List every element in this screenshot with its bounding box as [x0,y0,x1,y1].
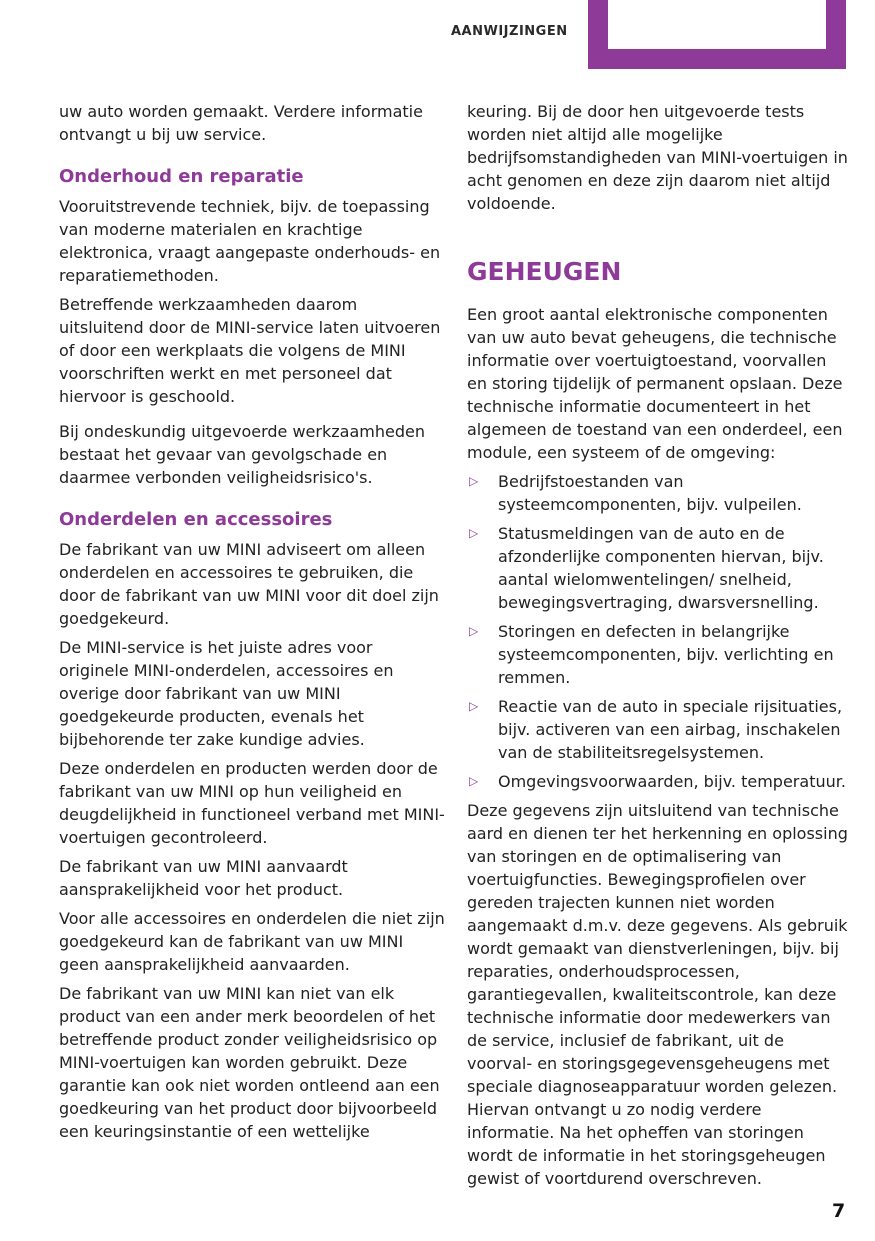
paragraph: De fabrikant van uw MINI aanvaardt aansprakelijkheid voor het product. [59,857,348,899]
list-item-text: Reactie van de auto in speciale rijsituaties, bijv. activeren van een airbag, inschakelen van de stabiliteitsregelsystemen. [498,697,843,762]
header-label: AANWIJZINGEN [451,24,568,39]
right-column [467,100,851,1196]
paragraph: Bij ondeskundig uitgevoerde werkzaamheden bestaat het gevaar van gevolgschade en daarmee verbonden veiligheidsrisico's. [59,422,425,487]
section-heading-parts: Onderdelen en accessoires [59,509,333,530]
list-item-text: Storingen en defecten in belangrijke systeemcomponenten, bijv. verlichting en remmen. [498,622,834,687]
chapter-tab-inner [608,0,826,49]
list-item [467,770,851,793]
list-item-text: Statusmeldingen van de auto en de afzonderlijke componenten hiervan, bijv. aantal wielomwentelingen/ snelheid, bewegingsvertraging, dwarsversnelling. [498,524,824,612]
triangle-bullet-icon: ▷ [469,699,479,713]
triangle-bullet-icon: ▷ [469,774,479,788]
triangle-bullet-icon: ▷ [469,624,479,638]
list-item [467,470,851,516]
paragraph: Deze onderdelen en producten werden door de fabrikant van uw MINI op hun veiligheid en deugdelijkheid in functioneel verband met MINI-voertuigen gecontroleerd. [59,759,445,847]
triangle-bullet-icon: ▷ [469,526,479,540]
left-column [59,100,445,1149]
continuation-paragraph: keuring. Bij de door hen uitgevoerde tests worden niet altijd alle mogelijke bedrijfsomstandigheden van MINI-voertuigen in acht genomen en deze zijn daarom niet altijd voldoende. [467,102,848,213]
paragraph: Vooruitstrevende techniek, bijv. de toepassing van moderne materialen en krachtige elektronica, vraagt aangepaste onderhouds- en reparatiemethoden. [59,197,441,285]
paragraph: De MINI-service is het juiste adres voor originele MINI-onderdelen, accessoires en overige door fabrikant van uw MINI goedgekeurde producten, evenals het bijbehorende ter zake kundige advies. [59,638,394,749]
chapter-tab-marker [588,0,846,69]
list-item-text: Bedrijfstoestanden van systeemcomponenten, bijv. vulpeilen. [498,472,802,514]
paragraph: De fabrikant van uw MINI adviseert om alleen onderdelen en accessoires te gebruiken, die door de fabrikant van uw MINI voor dit doel zijn goedgekeurd. [59,540,439,628]
page-number: 7 [832,1200,846,1222]
memory-closing-paragraph: Deze gegevens zijn uitsluitend van technische aard en dienen ter het herkenning en oplossing van storingen en de optimalisering van voertuigfuncties. Bewegingsprofielen over gereden trajecten kunnen niet worden aangemaakt d.m.v. deze gegevens. Als gebruik wordt gemaakt van dienstverleningen, bijv. bij reparaties, onderhoudsprocessen, garantiegevallen, kwaliteitscontrole, kan deze technische informatie door medewerkers van de service, inclusief de fabrikant, uit de voorval- en storingsgegevensgeheugens met speciale diagnoseapparatuur worden gelezen. Hiervan ontvangt u zo nodig verdere informatie. Na het opheffen van storingen wordt de informatie in het storingsgeheugen gewist of voortdurend overschreven. [467,801,848,1188]
section-heading-maintenance: Onderhoud en reparatie [59,166,304,187]
list-item [467,522,851,614]
list-item [467,620,851,689]
paragraph: Betreffende werkzaamheden daarom uitsluitend door de MINI-service laten uitvoeren of door een werkplaats die volgens de MINI voorschriften werkt en met personeel dat hiervoor is geschoold. [59,295,441,406]
list-item [467,695,851,764]
triangle-bullet-icon: ▷ [469,474,479,488]
memory-bullet-list [467,470,851,793]
section-heading-memory: GEHEUGEN [467,257,622,286]
paragraph: De fabrikant van uw MINI kan niet van elk product van een ander merk beoordelen of het betreffende product zonder veiligheidsrisico op MINI-voertuigen kan worden gebruikt. Deze garantie kan ook niet worden ontleend aan een goedkeuring van het product door bijvoorbeeld een keuringsinstantie of een wettelijke [59,984,440,1141]
paragraph: Voor alle accessoires en onderdelen die niet zijn goedgekeurd kan de fabrikant van uw MINI geen aansprakelijkheid aanvaarden. [59,909,445,974]
intro-paragraph: uw auto worden gemaakt. Verdere informatie ontvangt u bij uw service. [59,102,423,144]
memory-intro-paragraph: Een groot aantal elektronische componenten van uw auto bevat geheugens, die technische informatie over voertuigtoestand, voorvallen en storing tijdelijk of permanent opslaan. Deze technische informatie documenteert in het algemeen de toestand van een onderdeel, een module, een systeem of de omgeving: [467,305,843,462]
list-item-text: Omgevingsvoorwaarden, bijv. temperatuur. [498,772,846,791]
